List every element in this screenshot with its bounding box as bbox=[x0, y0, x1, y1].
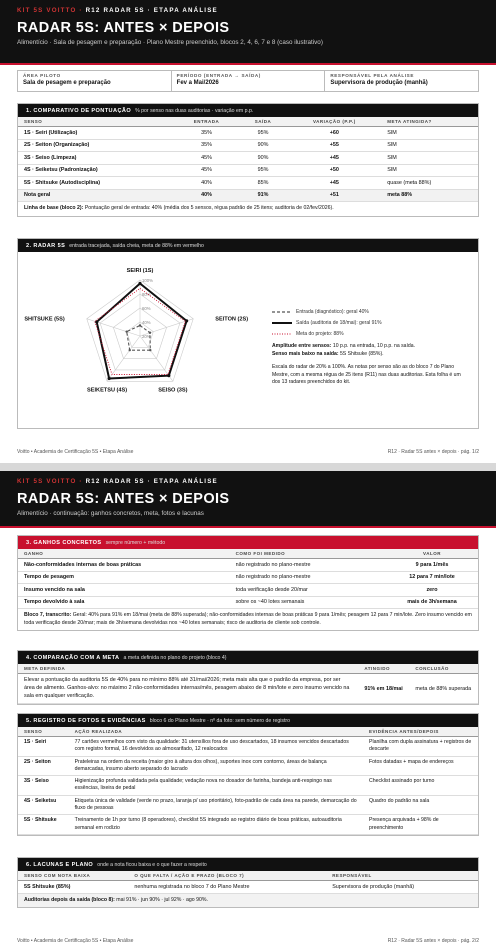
table-cell: 3S · Seiso (Limpeza) bbox=[18, 152, 174, 165]
table-cell: sobre os ~40 lotes semanais bbox=[230, 596, 386, 609]
table-cell: SIM bbox=[381, 164, 478, 177]
radar-category-label: SEITON (2S) bbox=[215, 316, 249, 323]
table-cell: Tempo de pesagem bbox=[18, 571, 230, 584]
table-cell: 5S · Shitsuke bbox=[18, 815, 69, 835]
radar-axis bbox=[87, 319, 140, 336]
page-1 bbox=[0, 0, 496, 463]
table-cell: 1S · Seiri bbox=[18, 737, 69, 757]
radar-point bbox=[125, 330, 127, 332]
gain-row bbox=[18, 596, 478, 609]
gain-row bbox=[18, 584, 478, 597]
table-cell: +60 bbox=[287, 127, 381, 140]
table-cell: 5S · Shitsuke (Autodisciplina) bbox=[18, 177, 174, 190]
table-cell: SIM bbox=[381, 139, 478, 152]
legend-saida: Saída (auditoria de 18/mai): geral 91% bbox=[272, 317, 382, 328]
radar-tick-label: 80% bbox=[142, 292, 151, 297]
divider bbox=[0, 526, 496, 528]
radar-point bbox=[129, 349, 131, 351]
section-header: 4. COMPARAÇÃO COM A META a meta definida no plano do projeto (bloco 4) bbox=[18, 651, 478, 664]
section-evidence bbox=[17, 713, 479, 836]
table-cell: 35% bbox=[174, 139, 238, 152]
total-row: Nota geral 40% 91% +51 meta 88% bbox=[18, 189, 478, 202]
table-cell: Tempo devolvido à sala bbox=[18, 596, 230, 609]
radar-category-label: SEIRI (1S) bbox=[126, 268, 154, 274]
page-subtitle: Alimentício · continuação: ganhos concretos, meta, fotos e lacunas bbox=[17, 510, 204, 517]
footer: Voitto • Academia de Certificação 5S • Etapa Análise R12 · Radar 5S antes × depois · pág. 2/2 bbox=[17, 938, 479, 944]
evidence-row bbox=[18, 795, 478, 815]
table-cell: Prateleiras na ordem da receita (maior giro à altura dos olhos), suportes inox com contorno, áreas de balança demarcadas, insumo aberto separado do lacrado bbox=[69, 756, 363, 776]
radar-category-label: SHITSUKE (5S) bbox=[24, 316, 65, 323]
table-cell: Planilha com dupla assinatura + registros de descarte bbox=[363, 737, 478, 757]
gaps-table: SENSO COM NOTA BAIXA O QUE FALTA / AÇÃO E PRAZO (BLOCO 7) RESPONSÁVEL 5S Shitsuke (85%) nenhuma registrada no bloco 7 do Plano Mestre Supervisora de produção (manhã) bbox=[18, 871, 478, 894]
radar-tick-label: 20% bbox=[142, 334, 151, 339]
table-cell: 77 cartões vermelhos com visto da qualidade: 31 utensílios fora de uso descartados, 18 insumos vencidos descartados com registro formal, 16 devolvidos ao almoxarifado, 12 realocados bbox=[69, 737, 363, 757]
gain-row bbox=[18, 571, 478, 584]
page-subtitle: Alimentício · Sala de pesagem e preparação · Plano Mestre preenchido, blocos 2, 4, 6, 7 e 8 (caso ilustrativo) bbox=[17, 39, 323, 46]
legend-dotted-swatch bbox=[272, 332, 292, 336]
gain-row bbox=[18, 559, 478, 572]
section-goal bbox=[17, 650, 479, 705]
table-cell: Não-conformidades internas de boas práticas bbox=[18, 559, 230, 572]
radar-category-label: SEIKETSU (4S) bbox=[87, 387, 128, 394]
table-cell: zero bbox=[386, 584, 478, 597]
section-header: 5. REGISTRO DE FOTOS E EVIDÊNCIAS bloco 6 do Plano Mestre · nº da foto: sem número de registro bbox=[18, 714, 478, 727]
section-gaps bbox=[17, 857, 479, 908]
post-audits-note: Auditorias depois da saída (bloco 8): mai 91% · jun 90% · jul 92% · ago 90%. bbox=[18, 894, 478, 908]
info-area: ÁREA PILOTO Sala de pesagem e preparação bbox=[18, 71, 172, 91]
evidence-table: SENSO AÇÃO REALIZADA EVIDÊNCIA ANTES/DEPOIS 1S · Seiri 77 cartões vermelhos com visto da qualidade: 31 utensílios fora de uso descartados, 18 insumos vencidos descartados com registro formal, 16 devolvidos ao almoxarifado, 12 realocados Planilha com dupla assinatura + registros de descarte 2S · Seiton Prateleiras na ordem da receita (maior giro à altura dos olhos), suportes inox com contorno, áreas de balança demarcadas, insumo aberto separado do lacrado Fotos datadas + mapa de endereços 3S · Seiso Higienização profunda validada pela qualidade; vedação nova no dosador de farinha, bandeja anti-respingo nas essências, lixeira de pedal Checklist assinado por turno 4S · Seiketsu Etiqueta única de validade (verde no prazo, laranja p/ uso prioritário), foto-padrão de cada área na parede, demarcação do fluxo de pessoas Quadro do padrão na sala 5S · Shitsuke Treinamento de 1h por turno (8 operadores), checklist 5S integrado ao registro diário de boas práticas, autoauditoria semanal em rodízio Presença arquivada + 98% de preenchimento bbox=[18, 727, 478, 835]
table-cell: +45 bbox=[287, 152, 381, 165]
info-responsible: RESPONSÁVEL PELA ANÁLISE Supervisora de produção (manhã) bbox=[330, 73, 428, 86]
table-cell: 85% bbox=[239, 177, 288, 190]
radar-point bbox=[167, 374, 170, 377]
legend-dashed-swatch bbox=[272, 310, 292, 314]
table-cell: SIM bbox=[381, 152, 478, 165]
legend-solid-swatch bbox=[272, 321, 292, 325]
table-cell: Insumo vencido na sala bbox=[18, 584, 230, 597]
section-header: 2. RADAR 5S entrada tracejada, saída cheia, meta de 88% em vermelho bbox=[18, 239, 478, 252]
table-cell: não registrado no plano-mestre bbox=[230, 571, 386, 584]
info-period: PERÍODO (ENTRADA → SAÍDA) Fev a Mai/2026 bbox=[172, 71, 326, 91]
kicker: KIT 5S VOITTO · R12 RADAR 5S · ETAPA ANÁLISE bbox=[17, 478, 218, 485]
section-gains bbox=[17, 535, 479, 631]
block7-note: Bloco 7, transcrito: Geral: 40% para 91% em 18/mai (meta de 88% superada); não-conformidades internas de boas práticas 9 para 1/mês; pesagem 12 para 7 min/lote. Zero insumo vencido em toda verificação desde 20/mar; mais de 3h/semana devolvidas nos ~40 lotes semanais; risco de auditoria de cliente sob controle. bbox=[24, 612, 472, 626]
baseline-note: Linha de base (bloco 2): Pontuação geral de entrada: 40% (média dos 5 sensos, régua padrão de 25 itens; auditoria de 02/fev/2026). bbox=[24, 205, 334, 211]
table-cell: 45% bbox=[174, 164, 238, 177]
goal-table: META DEFINIDA ATINGIDO CONCLUSÃO Elevar a pontuação da auditoria 5S de 40% para no mínimo 88% até 31/mai/2026; meta mais alta que o padrão da empresa, por ser área de alimento. Ganhos-alvo: no máximo 2 não-conformidades internas/mês, pesagem abaixo de 8 min/lote e zero insumo vencido na sala em qualquer verificação. 91% em 18/mai meta de 88% superada bbox=[18, 664, 478, 704]
table-cell: toda verificação desde 20/mar bbox=[230, 584, 386, 597]
table-cell: 4S · Seiketsu bbox=[18, 795, 69, 815]
page-title: RADAR 5S: ANTES × DEPOIS bbox=[17, 491, 230, 507]
table-cell: 3S · Seiso bbox=[18, 776, 69, 796]
section-header: 1. COMPARATIVO DE PONTUAÇÃO % por senso nas duas auditorias · variação em p.p. bbox=[18, 104, 478, 117]
table-cell: quase (meta 88%) bbox=[381, 177, 478, 190]
series-saida bbox=[97, 284, 187, 379]
radar-tick-label: 60% bbox=[142, 306, 151, 311]
radar-point bbox=[138, 282, 141, 285]
radar-tick-label: 100% bbox=[142, 278, 153, 283]
footer: Voitto • Academia de Certificação 5S • Etapa Análise R12 · Radar 5S antes × depois · pág. 1/2 bbox=[17, 449, 479, 455]
table-cell: 1S · Seiri (Utilização) bbox=[18, 127, 174, 140]
radar-scale-note: Escala do radar de 20% a 100%. As notas por senso são as do bloco 7 do Plano Mestre, com a mesma régua de 25 itens (R11) nas duas auditorias. Esta folha é um dos 13 radares preenchidos do kit. bbox=[272, 364, 461, 386]
table-cell: Presença arquivada + 98% de preenchimento bbox=[363, 815, 478, 835]
page-2 bbox=[0, 471, 496, 951]
table-cell: Fotos datadas + mapa de endereços bbox=[363, 756, 478, 776]
table-cell: 95% bbox=[239, 164, 288, 177]
table-cell: 4S · Seiketsu (Padronização) bbox=[18, 164, 174, 177]
header-band bbox=[0, 471, 496, 526]
legend-entrada: Entrada (diagnóstico): geral 40% bbox=[272, 306, 382, 317]
table-cell: 40% bbox=[174, 177, 238, 190]
radar-legend bbox=[272, 306, 382, 339]
table-cell: mais de 3h/semana bbox=[386, 596, 478, 609]
radar-point bbox=[139, 324, 141, 326]
radar-point bbox=[149, 349, 151, 351]
kicker: KIT 5S VOITTO · R12 RADAR 5S · ETAPA ANÁLISE bbox=[17, 7, 218, 14]
evidence-row bbox=[18, 737, 478, 757]
table-cell: 2S · Seiton bbox=[18, 756, 69, 776]
page-title: RADAR 5S: ANTES × DEPOIS bbox=[17, 20, 230, 36]
table-cell: 35% bbox=[174, 127, 238, 140]
table-cell: +50 bbox=[287, 164, 381, 177]
gains-table: GANHO COMO FOI MEDIDO VALOR Não-conformidades internas de boas práticas não registrado no plano-mestre 9 para 1/mês Tempo de pesagem não registrado no plano-mestre 12 para 7 min/lote Insumo vencido na sala toda verificação desde 20/mar zero Tempo devolvido à sala sobre os ~40 lotes semanais mais de 3h/semana bbox=[18, 549, 478, 609]
radar-point bbox=[108, 377, 111, 380]
table-cell: SIM bbox=[381, 127, 478, 140]
radar-point bbox=[95, 320, 98, 323]
table-cell: 90% bbox=[239, 152, 288, 165]
score-table: SENSO ENTRADA SAÍDA VARIAÇÃO (P.P.) META ATINGIDA? 1S · Seiri (Utilização) 35% 95% +60 SIM 2S · Seiton (Organização) 35% 90% +55 SIM 3S · Seiso (Limpeza) 45% 90% +45 SIM 4S · Seiketsu (Padronização) 45% 95% +50 SIM 5S · Shitsuke (Autodisciplina) 40% 85% +45 quase (meta 88%) Nota geral 40% 91% +51 meta 88% bbox=[18, 117, 478, 202]
goal-row: Elevar a pontuação da auditoria 5S de 40% para no mínimo 88% até 31/mai/2026; meta mais alta que o padrão da empresa, por ser área de alimento. Ganhos-alvo: no máximo 2 não-conformidades internas/mês, pesagem abaixo de 8 min/lote e zero insumo vencido na sala em qualquer verificação. 91% em 18/mai meta de 88% superada bbox=[18, 674, 478, 704]
radar-tick-label: 40% bbox=[142, 320, 151, 325]
table-cell: Treinamento de 1h por turno (8 operadores), checklist 5S integrado ao registro diário de boas práticas, autoauditoria semanal em rodízio bbox=[69, 815, 363, 835]
radar-category-label: SEISO (3S) bbox=[158, 387, 188, 394]
section-header: 6. LACUNAS E PLANO onde a nota ficou baixa e o que fazer a respeito bbox=[18, 858, 478, 871]
evidence-row bbox=[18, 756, 478, 776]
table-cell: Quadro do padrão na sala bbox=[363, 795, 478, 815]
radar-point bbox=[149, 332, 151, 334]
legend-meta: Meta do projeto: 88% bbox=[272, 328, 382, 339]
table-cell: 9 para 1/mês bbox=[386, 559, 478, 572]
table-cell: 95% bbox=[239, 127, 288, 140]
table-cell: Higienização profunda validada pela qualidade; vedação nova no dosador de farinha, bandeja anti-respingo nas essências, lixeira de pedal bbox=[69, 776, 363, 796]
table-cell: 2S · Seiton (Organização) bbox=[18, 139, 174, 152]
radar-point bbox=[185, 319, 188, 322]
table-cell: +45 bbox=[287, 177, 381, 190]
table-cell: 45% bbox=[174, 152, 238, 165]
section-header: 3. GANHOS CONCRETOS sempre número + método bbox=[18, 536, 478, 549]
radar-chart bbox=[0, 0, 496, 463]
table-cell: Etiqueta única de validade (verde no prazo, laranja p/ uso prioritário), foto-padrão de cada área na parede, demarcação do fluxo de pessoas bbox=[69, 795, 363, 815]
table-cell: 90% bbox=[239, 139, 288, 152]
table-cell: não registrado no plano-mestre bbox=[230, 559, 386, 572]
table-cell: +55 bbox=[287, 139, 381, 152]
gap-row: 5S Shitsuke (85%) nenhuma registrada no bloco 7 do Plano Mestre Supervisora de produção (manhã) bbox=[18, 881, 478, 894]
table-cell: Checklist assinado por turno bbox=[363, 776, 478, 796]
evidence-row bbox=[18, 776, 478, 796]
radar-amplitude: Amplitude entre sensos: 10 p.p. na entrada, 10 p.p. na saída. Senso mais baixo na saída: 5S Shitsuke (85%). bbox=[272, 343, 416, 357]
evidence-row bbox=[18, 815, 478, 835]
table-cell: 12 para 7 min/lote bbox=[386, 571, 478, 584]
